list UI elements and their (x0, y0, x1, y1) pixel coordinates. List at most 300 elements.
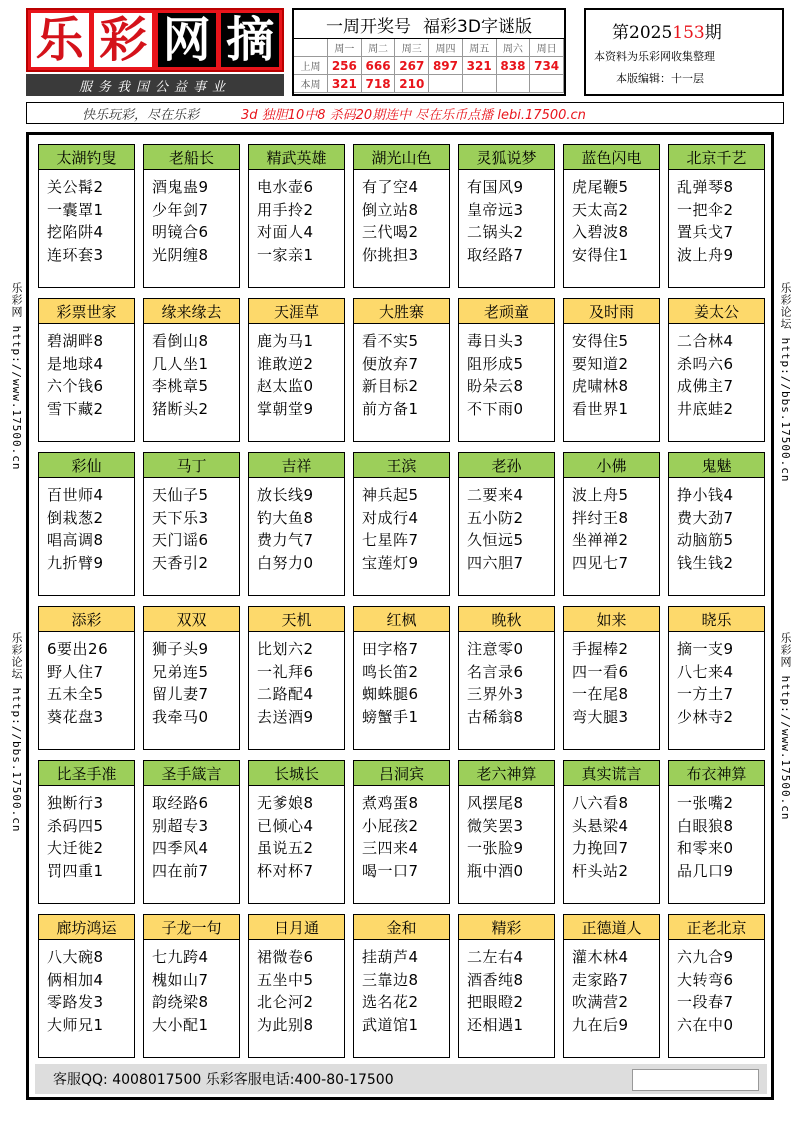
riddle-item: 少林寺2 (677, 707, 734, 726)
riddle-item: 安得住5 (572, 332, 629, 350)
riddle-item: 六九合9 (677, 948, 734, 966)
riddle-list (354, 632, 449, 728)
footer-contact: 客服QQ: 4008017500 乐彩客服电话:400-80-17500 (53, 1072, 394, 1088)
expert-card (668, 144, 765, 288)
riddle-list (249, 478, 344, 574)
riddle-list (354, 170, 449, 266)
riddle-item: 天太高2 (572, 200, 629, 219)
draw-number: 838 (497, 57, 531, 75)
riddle-list (354, 786, 449, 882)
weekday-header: 周三 (395, 39, 429, 57)
side-link-right-top[interactable]: 乐彩论坛 http://bbs.17500.cn (779, 282, 792, 483)
riddle-item: 螃蟹手1 (362, 707, 419, 726)
weekday-header: 周二 (362, 39, 396, 57)
riddle-item: 皇帝远3 (467, 200, 524, 219)
riddle-item: 一方土7 (677, 685, 734, 703)
riddle-item: 蜘蛛腿6 (362, 685, 419, 703)
riddle-item: 八大碗8 (47, 948, 104, 966)
riddle-item: 天门谣6 (152, 531, 209, 549)
logo-char: 乐 (31, 13, 89, 67)
riddle-item: 一礼拜6 (257, 662, 314, 681)
riddle-item: 大小配1 (152, 1015, 209, 1034)
riddle-item: 二锅头2 (467, 223, 524, 241)
riddle-item: 杆头站2 (572, 861, 629, 880)
expert-name: 缘来缘去 (144, 299, 239, 324)
riddle-item: 手握棒2 (572, 640, 629, 658)
riddle-item: 槐如山7 (152, 970, 209, 989)
riddle-item: 李桃章5 (152, 377, 209, 395)
riddle-item: 零路发3 (47, 993, 104, 1011)
riddle-item: 田字格7 (362, 640, 419, 658)
expert-card (353, 606, 450, 750)
weekly-draw-grid (294, 39, 564, 93)
expert-name: 添彩 (39, 607, 134, 632)
expert-card (353, 914, 450, 1058)
riddle-item: 取经路7 (467, 245, 524, 264)
draw-number: 666 (362, 57, 396, 75)
expert-card (668, 760, 765, 904)
riddle-item: 杯对杯7 (257, 861, 314, 880)
riddle-item: 你挑担3 (362, 245, 419, 264)
issue-note: 本资料为乐彩网收集整理 (594, 50, 715, 63)
riddle-item: 独断行3 (47, 794, 104, 812)
riddle-item: 大迁徙2 (47, 839, 104, 857)
riddle-item: 用手拎2 (257, 200, 314, 219)
side-link-left-bottom[interactable]: 乐彩论坛 http://bbs.17500.cn (10, 632, 23, 833)
riddle-item: 已倾心4 (257, 816, 314, 835)
riddle-item: 明镜合6 (152, 223, 209, 241)
riddle-item: 鸣长笛2 (362, 662, 419, 681)
expert-name: 金和 (354, 915, 449, 940)
riddle-item: 赵太监0 (257, 377, 314, 395)
riddle-list (354, 324, 449, 420)
expert-card (38, 914, 135, 1058)
riddle-list (564, 170, 659, 266)
riddle-item: 天下乐3 (152, 508, 209, 527)
riddle-item: 八七来4 (677, 662, 734, 681)
riddle-item: 虽说五2 (257, 839, 314, 857)
expert-name: 正老北京 (669, 915, 764, 940)
side-link-right-bottom[interactable]: 乐彩网 http://www.17500.cn (779, 632, 792, 821)
draw-number: 897 (429, 57, 463, 75)
riddle-list (144, 170, 239, 266)
expert-name: 晚秋 (459, 607, 554, 632)
riddle-item: 入碧波8 (572, 223, 629, 241)
riddle-item: 头悬梁4 (572, 816, 629, 835)
riddle-list (459, 940, 554, 1036)
expert-name: 老六神算 (459, 761, 554, 786)
footer (35, 1064, 767, 1094)
riddle-list (39, 478, 134, 574)
riddle-item: 灌木林4 (572, 948, 629, 966)
riddle-item: 瓶中酒0 (467, 861, 524, 880)
riddle-list (669, 632, 764, 728)
riddle-list (564, 632, 659, 728)
riddle-item: 一把伞2 (677, 200, 734, 219)
riddle-list (669, 170, 764, 266)
riddle-item: 大师兄1 (47, 1015, 104, 1034)
expert-name: 彩仙 (39, 453, 134, 478)
expert-card (563, 298, 660, 442)
riddle-item: 野人住7 (47, 662, 104, 681)
riddle-item: 二路配4 (257, 685, 314, 703)
expert-name: 大胜寨 (354, 299, 449, 324)
riddle-item: 喝一口7 (362, 861, 419, 880)
riddle-item: 波上舟9 (677, 245, 734, 264)
expert-name: 彩票世家 (39, 299, 134, 324)
riddle-item: 6要出26 (47, 640, 109, 658)
riddle-item: 狮子头9 (152, 640, 209, 658)
expert-card (668, 606, 765, 750)
riddle-item: 四见七7 (572, 553, 629, 572)
expert-name: 灵狐说梦 (459, 145, 554, 170)
riddle-item: 有国风9 (467, 178, 524, 196)
riddle-item: 天香引2 (152, 553, 209, 572)
expert-name: 比圣手准 (39, 761, 134, 786)
riddle-item: 二合林4 (677, 332, 734, 350)
riddle-item: 光阴缠8 (152, 245, 209, 264)
riddle-item: 三靠边8 (362, 970, 419, 989)
riddle-item: 要知道2 (572, 354, 629, 373)
riddle-item: 一段春7 (677, 993, 734, 1011)
slogan: 服务我国公益事业 (26, 74, 284, 96)
riddle-list (144, 478, 239, 574)
weekly-draw-title-b: 福彩3D字谜版 (423, 16, 532, 37)
expert-card (563, 606, 660, 750)
expert-card (353, 144, 450, 288)
expert-card (458, 144, 555, 288)
expert-card (38, 606, 135, 750)
riddle-item: 走家路7 (572, 970, 629, 989)
weekly-draw-corner (294, 39, 328, 57)
riddle-list (144, 632, 239, 728)
riddle-item: 为此别8 (257, 1015, 314, 1034)
riddle-item: 倒立站8 (362, 200, 419, 219)
riddle-item: 八六看8 (572, 794, 629, 812)
expert-card (248, 760, 345, 904)
riddle-item: 宝莲灯9 (362, 553, 419, 572)
riddle-item: 费大劲7 (677, 508, 734, 527)
expert-card (668, 914, 765, 1058)
riddle-item: 裙微卷6 (257, 948, 314, 966)
weekday-header: 周六 (497, 39, 531, 57)
riddle-item: 罚四重1 (47, 861, 104, 880)
draw-number (497, 75, 531, 93)
issue-box (584, 8, 784, 96)
riddle-list (354, 478, 449, 574)
draw-number: 718 (362, 75, 396, 93)
issue-editor: 本版编辑：十一层 (616, 72, 704, 85)
expert-card (143, 760, 240, 904)
expert-card (143, 298, 240, 442)
riddle-item: 弯大腿3 (572, 707, 629, 726)
riddle-item: 倒栽葱2 (47, 508, 104, 527)
riddle-item: 阻形成5 (467, 354, 524, 373)
riddle-item: 白眼狼8 (677, 816, 734, 835)
riddle-item: 拌纣王8 (572, 508, 629, 527)
riddle-item: 四一看6 (572, 662, 629, 681)
riddle-item: 武道馆1 (362, 1015, 419, 1034)
riddle-item: 三代喝2 (362, 223, 419, 241)
riddle-list (564, 324, 659, 420)
riddle-item: 一囊罩1 (47, 200, 104, 219)
week-row-label: 本周 (294, 75, 328, 93)
riddle-item: 杀码四5 (47, 816, 104, 835)
draw-number: 256 (328, 57, 362, 75)
riddle-item: 连环套3 (47, 245, 104, 264)
riddle-item: 兄弟连5 (152, 662, 209, 681)
riddle-item: 少年剑7 (152, 200, 209, 219)
expert-card (458, 606, 555, 750)
riddle-list (564, 478, 659, 574)
riddle-item: 六在中0 (677, 1015, 734, 1034)
riddle-list (144, 940, 239, 1036)
riddle-item: 煮鸡蛋8 (362, 794, 419, 812)
riddle-item: 一家亲1 (257, 245, 314, 264)
riddle-item: 久恒远5 (467, 531, 524, 549)
riddle-item: 白努力0 (257, 553, 314, 572)
expert-card (248, 914, 345, 1058)
riddle-item: 安得住1 (572, 245, 629, 264)
riddle-item: 新目标2 (362, 377, 419, 395)
riddle-item: 大转弯6 (677, 970, 734, 989)
riddle-item: 九折臂9 (47, 553, 104, 572)
draw-number (530, 75, 564, 93)
riddle-item: 小屁孩2 (362, 816, 419, 835)
expert-name: 廊坊鸿运 (39, 915, 134, 940)
riddle-list (144, 324, 239, 420)
riddle-list (249, 786, 344, 882)
riddle-item: 品几口9 (677, 861, 734, 880)
expert-card (563, 452, 660, 596)
weekly-draw-title-a: 一周开奖号 (326, 16, 412, 37)
riddle-item: 北仑河2 (257, 993, 314, 1011)
expert-card (248, 298, 345, 442)
riddle-list (39, 170, 134, 266)
riddle-list (669, 940, 764, 1036)
expert-card (38, 452, 135, 596)
expert-name: 吉祥 (249, 453, 344, 478)
riddle-item: 神兵起5 (362, 486, 419, 504)
banner-promo-link[interactable]: 3d 独胆10中8 杀码20期连中 尽在乐币点播 lebi.17500.cn (241, 107, 586, 123)
expert-card (563, 760, 660, 904)
draw-number (463, 75, 497, 93)
expert-card (353, 298, 450, 442)
expert-name: 双双 (144, 607, 239, 632)
riddle-item: 摘一支9 (677, 640, 734, 658)
expert-name: 蓝色闪电 (564, 145, 659, 170)
expert-card (143, 606, 240, 750)
riddle-item: 留儿妻7 (152, 685, 209, 703)
riddle-list (459, 324, 554, 420)
riddle-item: 毒日头3 (467, 332, 524, 350)
riddle-item: 二要来4 (467, 486, 524, 504)
riddle-item: 有了空4 (362, 178, 419, 196)
riddle-item: 百世师4 (47, 486, 104, 504)
banner-slogan: 快乐玩彩，尽在乐彩 (82, 107, 200, 123)
riddle-item: 还相遇1 (467, 1015, 524, 1034)
riddle-item: 便放弃7 (362, 354, 419, 373)
riddle-item: 坐禅禅2 (572, 531, 629, 549)
riddle-item: 挖陷阱4 (47, 223, 104, 241)
expert-card (248, 452, 345, 596)
expert-name: 如来 (564, 607, 659, 632)
riddle-item: 看世界1 (572, 399, 629, 418)
riddle-item: 唱高调8 (47, 531, 104, 549)
draw-number (429, 75, 463, 93)
riddle-item: 酒鬼蛊9 (152, 178, 209, 196)
riddle-item: 一张脸9 (467, 839, 524, 857)
riddle-item: 三四来4 (362, 839, 419, 857)
riddle-item: 置兵戈7 (677, 223, 734, 241)
riddle-item: 对面人4 (257, 223, 314, 241)
riddle-item: 电水壶6 (257, 178, 314, 196)
riddle-item: 二左右4 (467, 948, 524, 966)
riddle-list (39, 940, 134, 1036)
expert-card (353, 760, 450, 904)
riddle-item: 韵绕梁8 (152, 993, 209, 1011)
expert-name: 日月通 (249, 915, 344, 940)
riddle-item: 去送酒9 (257, 707, 314, 726)
riddle-item: 成佛主7 (677, 377, 734, 395)
riddle-list (669, 478, 764, 574)
riddle-item: 雪下藏2 (47, 399, 104, 418)
riddle-item: 力挽回7 (572, 839, 629, 857)
riddle-item: 掌朝堂9 (257, 399, 314, 418)
expert-name: 天机 (249, 607, 344, 632)
riddle-item: 六个钱6 (47, 377, 104, 395)
expert-name: 精武英雄 (249, 145, 344, 170)
logo-char: 彩 (94, 13, 152, 67)
logo-char: 网 (158, 13, 216, 67)
expert-name: 及时雨 (564, 299, 659, 324)
riddle-item: 名言录6 (467, 662, 524, 681)
riddle-item: 钓大鱼8 (257, 508, 314, 527)
riddle-item: 挂葫芦4 (362, 948, 419, 966)
riddle-item: 是地球4 (47, 354, 104, 373)
riddle-item: 谁敢逆2 (257, 354, 314, 373)
expert-card (563, 144, 660, 288)
riddle-item: 一在尾8 (572, 685, 629, 703)
riddle-item: 猪断头2 (152, 399, 209, 418)
expert-card (248, 606, 345, 750)
riddle-item: 四季风4 (152, 839, 209, 857)
draw-number: 267 (395, 57, 429, 75)
riddle-item: 比划六2 (257, 640, 314, 658)
riddle-item: 无爹娘8 (257, 794, 314, 812)
expert-name: 鬼魅 (669, 453, 764, 478)
riddle-list (459, 170, 554, 266)
expert-name: 精彩 (459, 915, 554, 940)
expert-card (668, 298, 765, 442)
riddle-item: 天仙子5 (152, 486, 209, 504)
expert-name: 马丁 (144, 453, 239, 478)
riddle-list (249, 632, 344, 728)
riddle-item: 七九跨4 (152, 948, 209, 966)
draw-number: 734 (530, 57, 564, 75)
riddle-grid (26, 132, 774, 1100)
riddle-item: 七星阵7 (362, 531, 419, 549)
riddle-item: 钱生钱2 (677, 553, 734, 572)
riddle-item: 五坐中5 (257, 970, 314, 989)
expert-name: 吕洞宾 (354, 761, 449, 786)
expert-name: 姜太公 (669, 299, 764, 324)
weekly-draw-title (294, 10, 564, 39)
riddle-item: 鹿为马1 (257, 332, 314, 350)
riddle-list (39, 786, 134, 882)
expert-card (563, 914, 660, 1058)
riddle-item: 注意零0 (467, 640, 524, 658)
expert-name: 北京千艺 (669, 145, 764, 170)
riddle-item: 波上舟5 (572, 486, 629, 504)
riddle-item: 碧湖畔8 (47, 332, 104, 350)
riddle-list (249, 940, 344, 1036)
expert-name: 晓乐 (669, 607, 764, 632)
weekly-draw-table (292, 8, 566, 96)
expert-card (458, 914, 555, 1058)
riddle-item: 风摆尾8 (467, 794, 524, 812)
weekday-header: 周五 (463, 39, 497, 57)
riddle-list (669, 324, 764, 420)
riddle-item: 把眼瞪2 (467, 993, 524, 1011)
riddle-item: 吹满营2 (572, 993, 629, 1011)
riddle-item: 九在后9 (572, 1015, 629, 1034)
riddle-list (459, 786, 554, 882)
riddle-list (564, 786, 659, 882)
promo-banner (26, 102, 784, 124)
riddle-item: 三界外3 (467, 685, 524, 703)
riddle-item: 对成行4 (362, 508, 419, 527)
expert-card (458, 452, 555, 596)
footer-blank-box (632, 1069, 759, 1091)
draw-number: 210 (395, 75, 429, 93)
riddle-item: 别超专3 (152, 816, 209, 835)
riddle-item: 虎尾鞭5 (572, 178, 629, 196)
side-link-left-top[interactable]: 乐彩网 http://www.17500.cn (10, 282, 23, 471)
riddle-list (249, 324, 344, 420)
riddle-item: 挣小钱4 (677, 486, 734, 504)
weekday-header: 周日 (530, 39, 564, 57)
logo-char: 摘 (221, 13, 279, 67)
riddle-item: 四六胆7 (467, 553, 524, 572)
riddle-item: 五未全5 (47, 685, 104, 703)
expert-name: 王滨 (354, 453, 449, 478)
expert-card (458, 298, 555, 442)
riddle-list (354, 940, 449, 1036)
riddle-item: 微笑罢3 (467, 816, 524, 835)
expert-card (143, 914, 240, 1058)
riddle-item: 看倒山8 (152, 332, 209, 350)
riddle-item: 杀吗六6 (677, 354, 734, 373)
issue-number: 第2025153期 (612, 23, 722, 43)
expert-name: 真实谎言 (564, 761, 659, 786)
expert-name: 正德道人 (564, 915, 659, 940)
expert-name: 天涯草 (249, 299, 344, 324)
expert-card (143, 144, 240, 288)
expert-card (458, 760, 555, 904)
riddle-list (39, 632, 134, 728)
expert-card (248, 144, 345, 288)
riddle-item: 井底蛙2 (677, 399, 734, 418)
riddle-item: 乱弹琴8 (677, 178, 734, 196)
riddle-item: 费力气7 (257, 531, 314, 549)
riddle-list (39, 324, 134, 420)
riddle-item: 俩相加4 (47, 970, 104, 989)
expert-name: 长城长 (249, 761, 344, 786)
expert-name: 小佛 (564, 453, 659, 478)
weekday-header: 周一 (328, 39, 362, 57)
expert-name: 布衣神算 (669, 761, 764, 786)
